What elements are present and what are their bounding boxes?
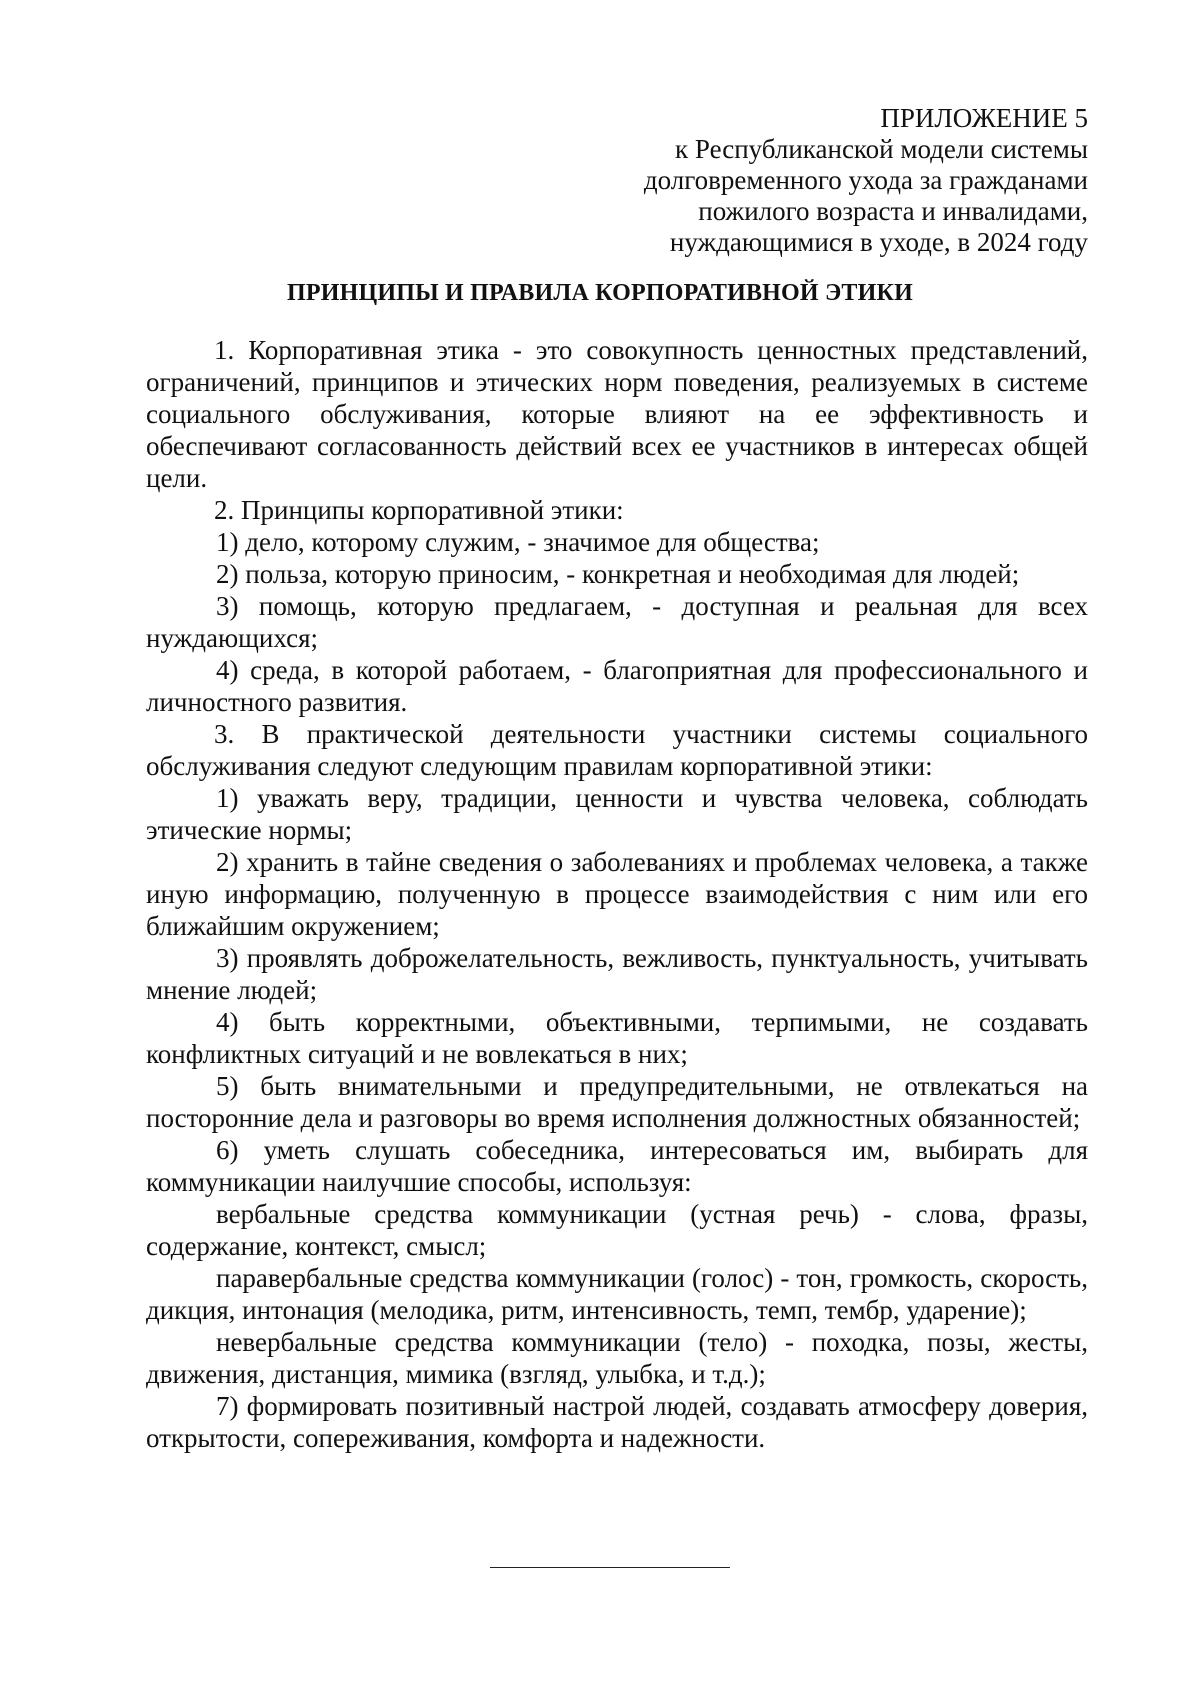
rule-item: 3) проявлять доброжелательность, вежливость, пунктуальность, учитывать мнение людей; [146, 943, 1088, 1005]
appendix-line: пожилого возраста и инвалидами, [698, 196, 1088, 226]
principle-item: 3) помощь, которую предлагаем, - доступная и реальная для всех нуждающихся; [146, 591, 1088, 653]
appendix-line: нуждающимися в уходе, в 2024 году [669, 227, 1088, 257]
principle-item: 1) дело, которому служим, - значимое для общества; [216, 527, 820, 557]
rule-item: 6) уметь слушать собеседника, интересоваться им, выбирать для коммуникации наилучшие способы, используя: [146, 1135, 1088, 1197]
rule-item: 4) быть корректными, объективными, терпимыми, не создавать конфликтных ситуаций и не вовлекаться в них; [146, 1007, 1088, 1069]
rule-item: 2) хранить в тайне сведения о заболеваниях и проблемах человека, а также иную информацию, полученную в процессе взаимодействия с ним или его ближайшим окружением; [146, 847, 1088, 941]
paragraph-definition: 1. Корпоративная этика - это совокупность ценностных представлений, ограничений, принципов и этических норм поведения, реализуемых в системе социального обслуживания, которые влияют на ее эффективность и обеспечивают согласованность действий всех ее участников в интересах общей цели. [146, 335, 1088, 493]
paragraph-rules-heading: 3. В практической деятельности участники системы социального обслуживания следуют следующим правилам корпоративной этики: [146, 719, 1088, 781]
rule-item: 7) формировать позитивный настрой людей, создавать атмосферу доверия, открытости, сопереживания, комфорта и надежности. [146, 1391, 1088, 1453]
communication-means-item: вербальные средства коммуникации (устная речь) - слова, фразы, содержание, контекст, смысл; [146, 1199, 1088, 1261]
appendix-line: долговременного ухода за гражданами [643, 165, 1088, 195]
paragraph-principles-heading: 2. Принципы корпоративной этики: [214, 495, 624, 525]
rule-item: 1) уважать веру, традиции, ценности и чувства человека, соблюдать этические нормы; [146, 783, 1088, 845]
appendix-number: ПРИЛОЖЕНИЕ 5 [880, 103, 1088, 133]
document-body [146, 334, 1088, 1454]
appendix-header [528, 103, 1088, 258]
rule-item: 5) быть внимательными и предупредительными, не отвлекаться на посторонние дела и разговоры во время исполнения должностных обязанностей; [146, 1071, 1088, 1133]
communication-means-item: невербальные средства коммуникации (тело) - походка, позы, жесты, движения, дистанция, мимика (взгляд, улыбка, и т.д.); [146, 1327, 1088, 1389]
communication-means-item: паравербальные средства коммуникации (голос) - тон, громкость, скорость, дикция, интонация (мелодика, ритм, интенсивность, темп, тембр, ударение); [146, 1263, 1088, 1325]
principle-item: 4) среда, в которой работаем, - благоприятная для профессионального и личностного развития. [146, 655, 1088, 717]
appendix-line: к Республиканской модели системы [675, 134, 1088, 164]
end-divider [490, 1567, 730, 1568]
document-title: ПРИНЦИПЫ И ПРАВИЛА КОРПОРАТИВНОЙ ЭТИКИ [287, 280, 913, 306]
principle-item: 2) польза, которую приносим, - конкретная и необходимая для людей; [216, 559, 1020, 589]
